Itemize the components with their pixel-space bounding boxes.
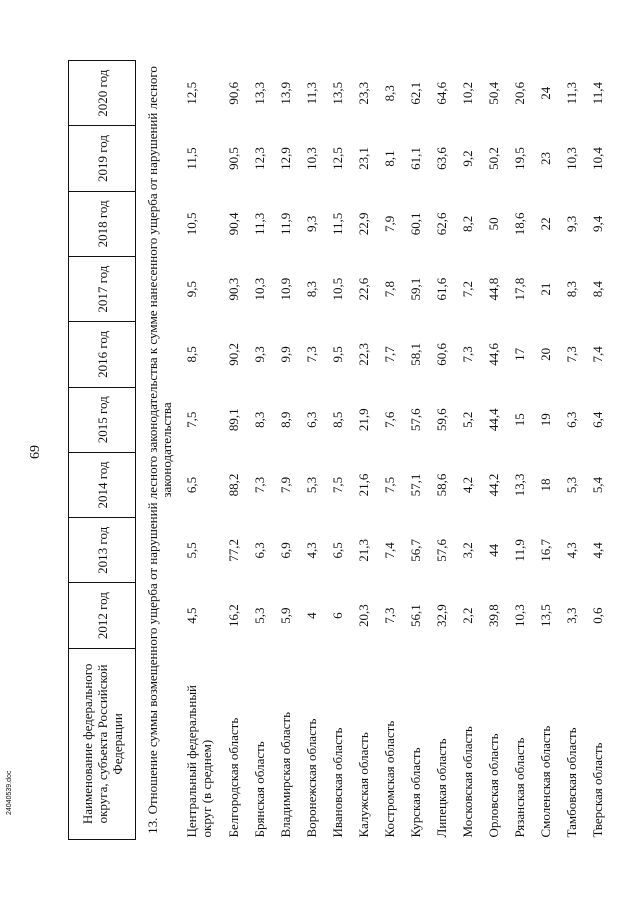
value-cell: 7,3 — [382, 607, 397, 624]
value-cell: 20,6 — [512, 81, 527, 105]
value-cell: 17 — [512, 347, 527, 361]
table-row — [380, 61, 406, 840]
region-name: Орловская область — [486, 733, 501, 838]
value-cell: 10,5 — [184, 212, 199, 236]
value-cell: 44,4 — [486, 408, 501, 432]
value-cell: 90,3 — [226, 277, 241, 301]
value-cell: 32,9 — [434, 604, 449, 627]
value-cell: 50 — [486, 217, 501, 231]
value-cell: 10,5 — [330, 277, 345, 301]
region-name: Ивановская область — [330, 727, 345, 838]
value-cell: 11,4 — [590, 82, 605, 105]
region-name: Владимирская область — [278, 712, 293, 838]
value-cell: 57,6 — [408, 408, 423, 432]
value-cell: 8,2 — [460, 215, 475, 232]
header-year-4: 2016 год — [69, 322, 136, 387]
value-cell: 56,7 — [408, 538, 423, 562]
table-row — [562, 61, 588, 840]
value-cell: 59,1 — [408, 277, 423, 301]
table-row — [510, 61, 536, 840]
value-cell: 11,9 — [278, 212, 293, 235]
region-name: Воронежская область — [304, 718, 319, 838]
value-cell: 90,6 — [226, 81, 241, 105]
value-cell: 60,6 — [434, 343, 449, 366]
header-row — [69, 61, 136, 840]
value-cell: 4,2 — [460, 476, 475, 494]
table-header — [69, 61, 136, 840]
value-cell: 12,9 — [278, 147, 293, 170]
value-cell: 90,2 — [226, 343, 241, 366]
value-cell: 4 — [304, 612, 319, 619]
value-cell: 88,2 — [226, 473, 241, 497]
value-cell: 44,6 — [486, 343, 501, 366]
value-cell: 63,6 — [434, 147, 449, 170]
region-name: Смоленская область — [538, 725, 553, 838]
value-cell: 0,6 — [590, 607, 605, 624]
table-row — [354, 61, 380, 840]
region-name: Тамбовская область — [564, 727, 579, 838]
value-cell: 11,5 — [184, 147, 199, 170]
value-cell: 8,9 — [278, 411, 293, 428]
value-cell: 22,3 — [356, 343, 371, 366]
value-cell: 23,1 — [356, 147, 371, 170]
value-cell: 7,2 — [460, 281, 475, 298]
header-year-0: 2012 год — [69, 583, 136, 648]
value-cell: 58,6 — [434, 473, 449, 497]
value-cell: 7,4 — [382, 542, 397, 559]
rotated-page-content — [68, 60, 608, 840]
value-cell: 7,3 — [252, 476, 267, 494]
value-cell: 7,3 — [564, 346, 579, 363]
value-cell: 13,3 — [512, 473, 527, 497]
value-cell: 50,4 — [486, 81, 501, 105]
table-row — [588, 61, 608, 840]
value-cell: 58,1 — [408, 343, 423, 366]
value-cell: 9,3 — [304, 215, 319, 232]
value-cell: 17,8 — [512, 277, 527, 301]
header-year-2: 2014 год — [69, 452, 136, 517]
value-cell: 4,4 — [590, 542, 605, 559]
value-cell: 24 — [538, 86, 553, 100]
region-name: Калужская область — [356, 732, 371, 838]
table-body — [182, 61, 608, 840]
table-row — [276, 61, 302, 840]
table-row — [302, 61, 328, 840]
region-name: Рязанская область — [512, 737, 527, 838]
table-row — [406, 61, 432, 840]
value-cell: 5,3 — [252, 607, 267, 624]
value-cell: 19,5 — [512, 147, 527, 170]
region-name: Белгородская область — [226, 717, 241, 838]
value-cell: 10,9 — [278, 277, 293, 301]
value-cell: 6,3 — [564, 411, 579, 428]
header-name-cell: Наименование федерального округа, субъекта Российской Федерации — [69, 648, 136, 839]
document-code: 24040539.doc — [6, 770, 13, 815]
header-year-1: 2013 год — [69, 518, 136, 583]
value-cell: 7,5 — [184, 411, 199, 428]
value-cell: 7,5 — [382, 476, 397, 494]
value-cell: 10,3 — [564, 147, 579, 170]
header-year-7: 2019 год — [69, 126, 136, 191]
value-cell: 7,9 — [278, 476, 293, 494]
value-cell: 11,9 — [512, 539, 527, 562]
value-cell: 21,6 — [356, 473, 371, 497]
region-name: Костромская область — [382, 720, 397, 838]
value-cell: 5,3 — [564, 476, 579, 494]
value-cell: 8,4 — [590, 281, 605, 298]
value-cell: 56,1 — [408, 604, 423, 627]
value-cell: 50,2 — [486, 147, 501, 170]
value-cell: 11,3 — [564, 82, 579, 105]
value-cell: 23,3 — [356, 81, 371, 105]
value-cell: 19 — [538, 413, 553, 427]
value-cell: 61,1 — [408, 147, 423, 170]
value-cell: 6,9 — [278, 542, 293, 559]
value-cell: 13,5 — [330, 81, 345, 105]
table-row — [182, 61, 224, 840]
region-name: Курская область — [408, 747, 423, 838]
value-cell: 10,3 — [304, 147, 319, 170]
value-cell: 9,3 — [564, 215, 579, 232]
value-cell: 20 — [538, 347, 553, 361]
section-title-body — [136, 61, 183, 840]
value-cell: 22,9 — [356, 212, 371, 236]
value-cell: 8,5 — [184, 346, 199, 363]
value-cell: 2,2 — [460, 607, 475, 624]
value-cell: 5,2 — [460, 411, 475, 428]
value-cell: 10,3 — [512, 604, 527, 627]
value-cell: 13,3 — [252, 81, 267, 105]
value-cell: 7,3 — [460, 346, 475, 363]
value-cell: 12,5 — [330, 147, 345, 170]
value-cell: 21 — [538, 282, 553, 296]
value-cell: 9,9 — [278, 346, 293, 363]
region-name: Липецкая область — [434, 738, 449, 838]
value-cell: 22 — [538, 217, 553, 231]
value-cell: 57,6 — [434, 538, 449, 562]
value-cell: 20,3 — [356, 604, 371, 627]
value-cell: 18 — [538, 478, 553, 492]
region-name: Тверская область — [590, 742, 605, 838]
value-cell: 62,1 — [408, 81, 423, 105]
table-row — [224, 61, 250, 840]
value-cell: 9,2 — [460, 150, 475, 167]
section-title-row — [136, 61, 183, 840]
value-cell: 13,5 — [538, 604, 553, 627]
value-cell: 61,6 — [434, 277, 449, 301]
value-cell: 13,9 — [278, 81, 293, 105]
header-year-8: 2020 год — [69, 61, 136, 126]
value-cell: 9,5 — [184, 281, 199, 298]
value-cell: 12,3 — [252, 147, 267, 170]
value-cell: 7,7 — [382, 346, 397, 363]
table-row — [250, 61, 276, 840]
value-cell: 23 — [538, 152, 553, 166]
value-cell: 6,5 — [184, 476, 199, 494]
value-cell: 6,4 — [590, 411, 605, 428]
value-cell: 9,5 — [330, 346, 345, 363]
value-cell: 11,5 — [330, 212, 345, 235]
value-cell: 62,6 — [434, 212, 449, 236]
value-cell: 6,3 — [304, 411, 319, 428]
header-year-5: 2017 год — [69, 256, 136, 321]
header-year-6: 2018 год — [69, 191, 136, 256]
value-cell: 22,6 — [356, 277, 371, 301]
value-cell: 44,8 — [486, 277, 501, 301]
value-cell: 3,2 — [460, 542, 475, 559]
table-row — [328, 61, 354, 840]
value-cell: 77,2 — [226, 538, 241, 562]
value-cell: 5,4 — [590, 476, 605, 494]
value-cell: 16,7 — [538, 538, 553, 562]
value-cell: 8,3 — [382, 85, 397, 102]
region-name: Московская область — [460, 726, 475, 838]
value-cell: 7,6 — [382, 411, 397, 428]
page-number: 69 — [28, 445, 43, 459]
value-cell: 8,5 — [330, 411, 345, 428]
table-row — [432, 61, 458, 840]
region-name: Брянская область — [252, 741, 267, 838]
value-cell: 11,3 — [252, 212, 267, 235]
value-cell: 8,3 — [564, 281, 579, 298]
table-row — [484, 61, 510, 840]
damage-ratio-table — [68, 60, 608, 840]
value-cell: 89,1 — [226, 408, 241, 432]
value-cell: 7,9 — [382, 215, 397, 232]
header-year-3: 2015 год — [69, 387, 136, 452]
value-cell: 21,9 — [356, 408, 371, 432]
value-cell: 12,5 — [184, 81, 199, 105]
value-cell: 5,9 — [278, 607, 293, 624]
value-cell: 90,4 — [226, 212, 241, 236]
value-cell: 4,3 — [564, 542, 579, 559]
value-cell: 10,4 — [590, 147, 605, 170]
value-cell: 7,4 — [590, 346, 605, 363]
value-cell: 6 — [330, 612, 345, 619]
value-cell: 8,1 — [382, 150, 397, 167]
table-row — [458, 61, 484, 840]
value-cell: 9,3 — [252, 346, 267, 363]
value-cell: 39,8 — [486, 604, 501, 627]
value-cell: 57,1 — [408, 473, 423, 497]
value-cell: 7,3 — [304, 346, 319, 363]
value-cell: 3,3 — [564, 607, 579, 624]
value-cell: 8,3 — [304, 281, 319, 298]
value-cell: 59,6 — [434, 408, 449, 432]
rotated-page-area — [68, 60, 608, 840]
value-cell: 9,4 — [590, 215, 605, 232]
region-name: Центральный федеральный округ (в среднем) — [184, 684, 214, 838]
value-cell: 4,5 — [184, 607, 199, 624]
value-cell: 64,6 — [434, 81, 449, 105]
table-row — [536, 61, 562, 840]
value-cell: 44,2 — [486, 473, 501, 497]
value-cell: 16,2 — [226, 604, 241, 627]
section-title: 13. Отношение суммы возмещенного ущерба от нарушений лесного законодательства к сумме нанесенного ущерба от нарушений лесного законодательства — [145, 66, 174, 834]
value-cell: 5,5 — [184, 542, 199, 559]
value-cell: 6,5 — [330, 542, 345, 559]
value-cell: 11,3 — [304, 82, 319, 105]
value-cell: 7,5 — [330, 476, 345, 494]
value-cell: 7,8 — [382, 281, 397, 298]
value-cell: 10,2 — [460, 81, 475, 105]
value-cell: 15 — [512, 413, 527, 427]
value-cell: 8,3 — [252, 411, 267, 428]
value-cell: 60,1 — [408, 212, 423, 236]
value-cell: 90,5 — [226, 147, 241, 170]
value-cell: 10,3 — [252, 277, 267, 301]
value-cell: 5,3 — [304, 476, 319, 494]
value-cell: 21,3 — [356, 538, 371, 562]
value-cell: 6,3 — [252, 542, 267, 559]
value-cell: 44 — [486, 543, 501, 557]
value-cell: 4,3 — [304, 542, 319, 559]
value-cell: 18,6 — [512, 212, 527, 236]
